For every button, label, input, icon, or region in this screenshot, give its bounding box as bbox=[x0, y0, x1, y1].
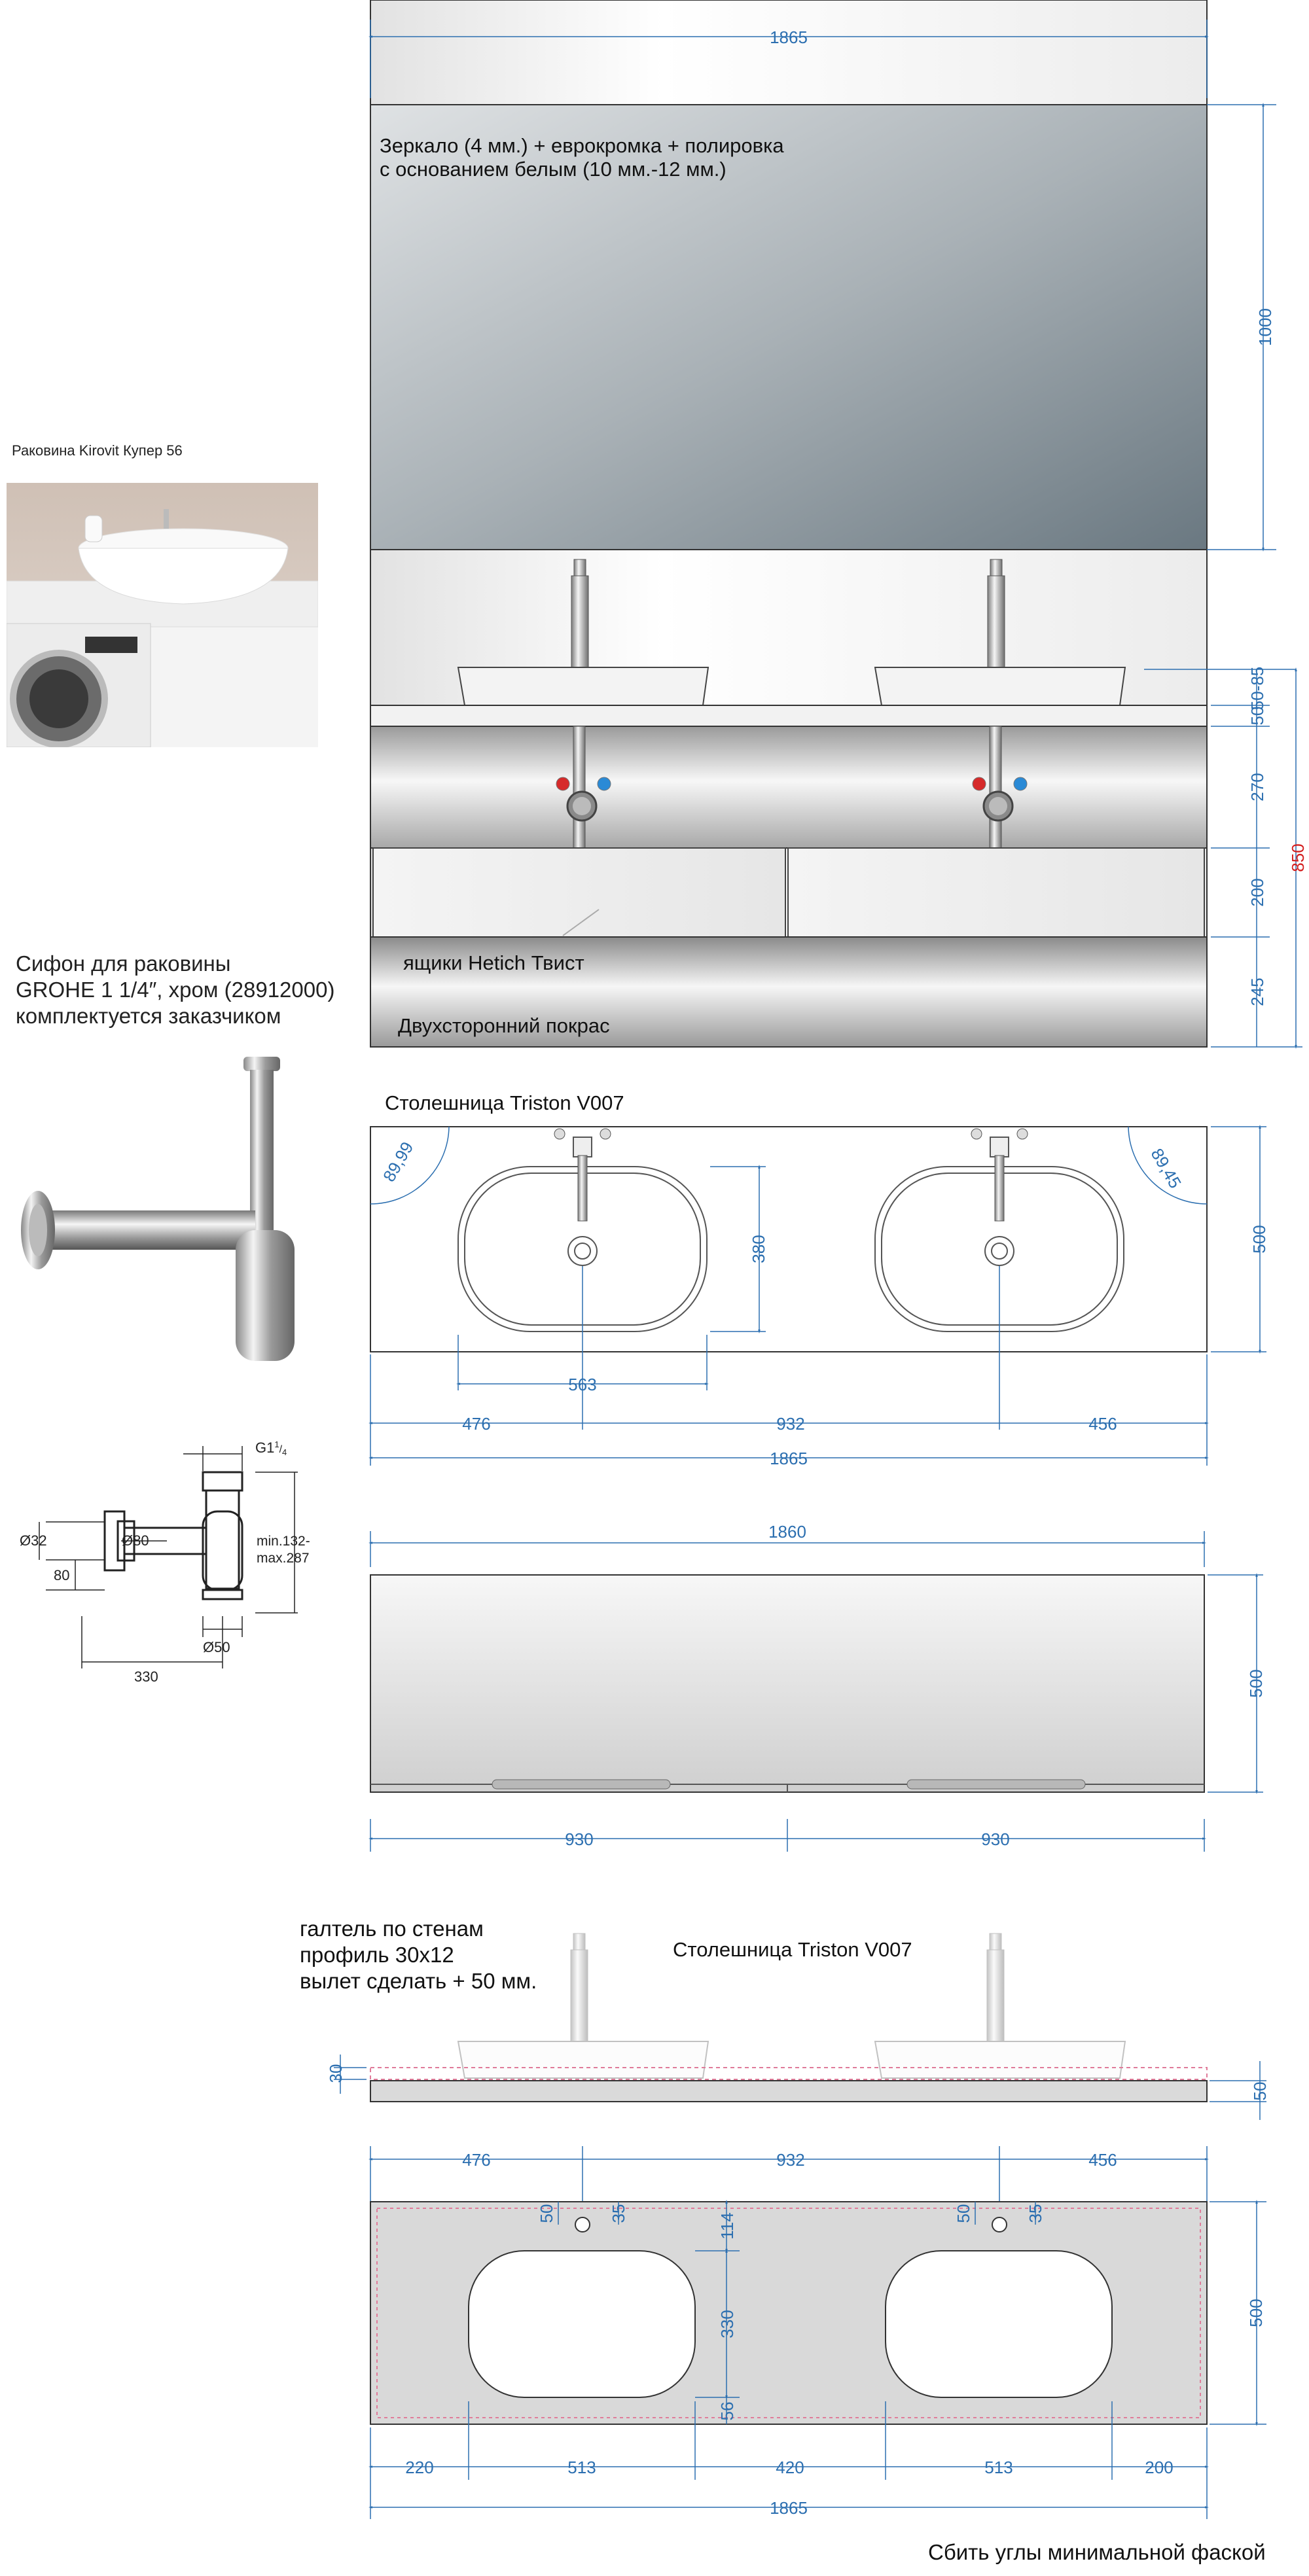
dim-drawer-height: 200 bbox=[1247, 878, 1267, 907]
mirror-note-line-1: Зеркало (4 мм.) + еврокромка + полировка bbox=[380, 134, 784, 157]
siphon-caption-line-3: комплектуется заказчиком bbox=[16, 1004, 281, 1028]
faucet-right bbox=[988, 559, 1005, 667]
dim-hole-left-b: 35 bbox=[609, 2204, 628, 2223]
dim-cabinet-depth: 500 bbox=[1246, 1669, 1266, 1698]
dim-cabinet-width: 1860 bbox=[768, 1522, 806, 1542]
dim-cabinet-left-half: 930 bbox=[565, 1829, 594, 1849]
gallery-note-line-2: профиль 30х12 bbox=[300, 1943, 454, 1967]
mirror-note-line-2: с основанием белым (10 мм.-12 мм.) bbox=[380, 158, 726, 181]
dim-apron-height: 270 bbox=[1247, 773, 1267, 802]
dim-hole-left-a: 50 bbox=[537, 2204, 556, 2223]
paint-note: Двухсторонний покрас bbox=[398, 1014, 610, 1037]
cabinet-top-view bbox=[370, 1575, 1204, 1792]
dim-bowl-depth: 380 bbox=[749, 1235, 768, 1263]
dim-angle-right: 89,45 bbox=[1147, 1144, 1186, 1192]
top-view-title: Столешница Triston V007 bbox=[385, 1091, 624, 1114]
dim-hole-right-b: 35 bbox=[1026, 2204, 1045, 2223]
dim-sink-height: 50-85 bbox=[1247, 666, 1267, 711]
siphon-caption-line-1: Сифон для раковины bbox=[16, 951, 231, 976]
sink-photo-caption: Раковина Kirovit Купер 56 bbox=[12, 442, 183, 459]
dim-cabinet-right-half: 930 bbox=[981, 1829, 1010, 1849]
drawers-note: ящики Hetich Твист bbox=[403, 951, 584, 974]
faucet-left bbox=[571, 559, 588, 667]
dim-front-width: 1865 bbox=[770, 27, 808, 47]
dim-seg-513b: 513 bbox=[984, 2458, 1013, 2477]
dim-top-right-offset: 456 bbox=[1088, 1414, 1117, 1434]
mirror-note bbox=[380, 134, 784, 181]
dim-top-width: 1865 bbox=[770, 1449, 808, 1468]
dim-cut-center-spacing: 932 bbox=[776, 2150, 805, 2170]
dim-bowl-width: 563 bbox=[568, 1375, 597, 1394]
dim-top-left-offset: 476 bbox=[462, 1414, 491, 1434]
siphon-d80: Ø80 bbox=[122, 1532, 149, 1549]
dim-cut-depth: 500 bbox=[1246, 2299, 1266, 2327]
section-title: Столешница Triston V007 bbox=[673, 1938, 912, 1961]
dim-bottom-height: 245 bbox=[1247, 978, 1267, 1006]
gallery-note-line-1: галтель по стенам bbox=[300, 1916, 484, 1941]
countertop-front bbox=[370, 705, 1207, 726]
siphon-caption-line-2: GROHE 1 1/4″, хром (28912000) bbox=[16, 978, 335, 1002]
siphon-g-label: $G1^1_/4$ bbox=[255, 1439, 287, 1457]
dim-cut-width: 1865 bbox=[770, 2498, 808, 2518]
cutout-left bbox=[469, 2251, 695, 2397]
dim-cut-right-offset: 456 bbox=[1088, 2150, 1117, 2170]
tap-hole-left bbox=[575, 2217, 590, 2232]
basin-right bbox=[875, 667, 1125, 705]
dim-cutout-depth: 330 bbox=[717, 2310, 737, 2338]
dim-front-margin: 56 bbox=[717, 2401, 737, 2421]
siphon-minmax-1: min.132- bbox=[257, 1534, 310, 1549]
siphon-d32: Ø32 bbox=[20, 1532, 47, 1549]
drawer-right bbox=[788, 848, 1204, 937]
dim-seg-513a: 513 bbox=[567, 2458, 596, 2477]
dim-to-cutout: 114 bbox=[717, 2212, 737, 2240]
siphon-w330: 330 bbox=[134, 1668, 158, 1685]
dim-top-depth: 500 bbox=[1249, 1225, 1269, 1254]
gallery-note-line-3: вылет сделать + 50 мм. bbox=[300, 1969, 537, 1993]
corner-note: Сбить углы минимальной фаской bbox=[928, 2540, 1266, 2564]
siphon-d50: Ø50 bbox=[203, 1639, 230, 1655]
dim-angle-left: 89,99 bbox=[378, 1138, 418, 1186]
dim-seg-200: 200 bbox=[1145, 2458, 1174, 2477]
handle-left bbox=[492, 1780, 670, 1789]
tap-hole-right bbox=[992, 2217, 1007, 2232]
basin-left bbox=[458, 667, 708, 705]
handle-right bbox=[907, 1780, 1085, 1789]
dim-seg-220: 220 bbox=[405, 2458, 434, 2477]
cutout-right bbox=[886, 2251, 1112, 2397]
dim-mirror-height: 1000 bbox=[1255, 308, 1275, 346]
dim-top-center-spacing: 932 bbox=[776, 1414, 805, 1434]
dim-total-height: 850 bbox=[1288, 843, 1308, 872]
dim-cut-left-offset: 476 bbox=[462, 2150, 491, 2170]
dim-hole-right-a: 50 bbox=[954, 2204, 973, 2223]
dim-seg-420: 420 bbox=[776, 2458, 804, 2477]
dim-top-thickness: 50 bbox=[1247, 706, 1267, 726]
apron bbox=[370, 726, 1207, 848]
dim-section-thickness: 50 bbox=[1250, 2081, 1270, 2101]
siphon-h80: 80 bbox=[54, 1567, 70, 1583]
gallery-note bbox=[300, 1916, 537, 1994]
countertop-section bbox=[370, 2081, 1207, 2102]
siphon-minmax-2: max.287 bbox=[257, 1551, 310, 1566]
dim-profile-height: 30 bbox=[326, 2064, 346, 2083]
